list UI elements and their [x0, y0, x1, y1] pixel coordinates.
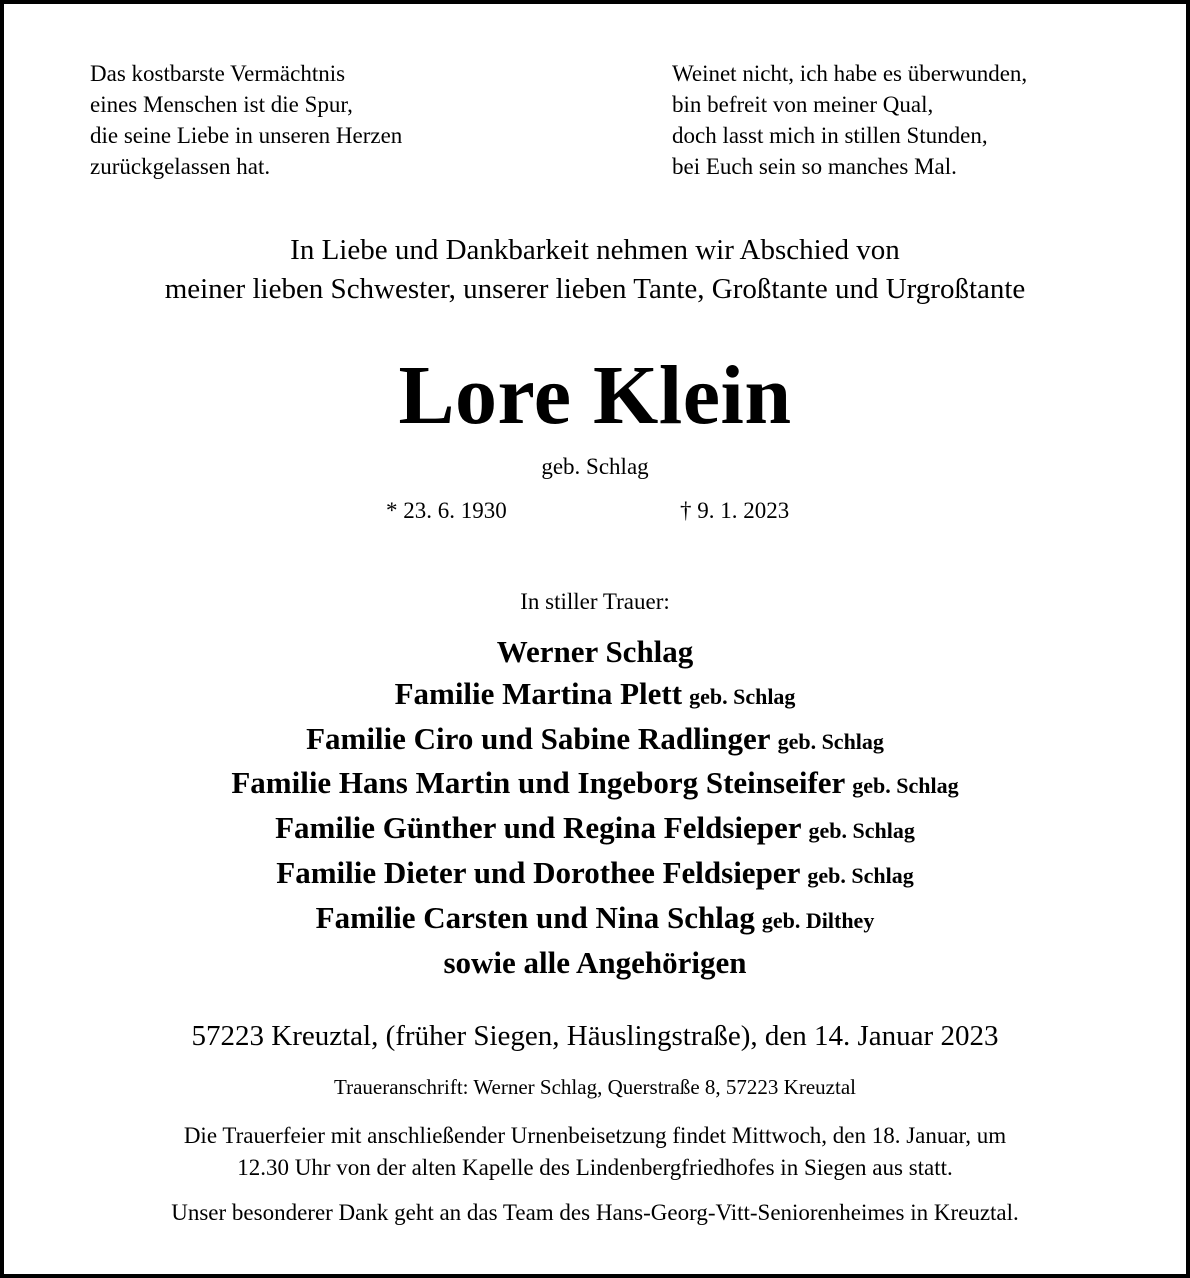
ceremony-line: 12.30 Uhr von der alten Kapelle des Lindenbergfriedhofes in Siegen aus statt.	[237, 1155, 953, 1180]
mourner-note: geb. Schlag	[807, 862, 914, 888]
mourner-note: geb. Schlag	[852, 773, 959, 799]
mourners-list	[4, 631, 1186, 983]
mourner-row	[4, 762, 1186, 807]
poem-line: zurückgelassen hat.	[90, 154, 271, 179]
death-date: † 9. 1. 2023	[680, 498, 790, 523]
ceremony-info	[4, 1120, 1186, 1184]
mourner-row	[4, 807, 1186, 852]
mourners-label: In stiller Trauer:	[520, 589, 670, 614]
poem-line: doch lasst mich in stillen Stunden,	[672, 123, 988, 148]
mourner-name: Familie Günther und Regina Feldsieper	[275, 810, 802, 846]
mourner-row	[4, 852, 1186, 897]
mourning-address: Traueranschrift: Werner Schlag, Querstraße 8, 57223 Kreuztal	[334, 1075, 856, 1099]
ceremony-line: Die Trauerfeier mit anschließender Urnenbeisetzung findet Mittwoch, den 18. Januar, um	[183, 1123, 1007, 1148]
mourner-name: Familie Dieter und Dorothee Feldsieper	[276, 854, 801, 890]
mourner-row	[4, 942, 1186, 984]
thanks-note: Unser besonderer Dank geht an das Team des Hans-Georg-Vitt-Seniorenheimes in Kreuztal.	[171, 1200, 1019, 1225]
mourner-name: sowie alle Angehörigen	[443, 944, 747, 980]
mourner-row	[4, 718, 1186, 763]
mourner-name: Werner Schlag	[496, 634, 694, 669]
intro-text	[4, 231, 1186, 309]
deceased-name: Lore Klein	[398, 349, 792, 442]
mourner-name: Familie Ciro und Sabine Radlinger	[306, 720, 771, 756]
mourner-note: geb. Schlag	[777, 728, 884, 754]
poem-line: Weinet nicht, ich habe es überwunden,	[672, 61, 1028, 86]
poem-left	[90, 58, 402, 182]
mourner-row	[4, 631, 1186, 673]
mourner-note: geb. Schlag	[808, 818, 915, 844]
place-date: 57223 Kreuztal, (früher Siegen, Häuslingstraße), den 14. Januar 2023	[191, 1020, 999, 1052]
poem-line: bei Euch sein so manches Mal.	[672, 154, 957, 179]
mourner-name: Familie Carsten und Nina Schlag	[315, 899, 755, 935]
poem-line: bin befreit von meiner Qual,	[672, 92, 934, 117]
intro-line: meiner lieben Schwester, unserer lieben Tante, Großtante und Urgroßtante	[164, 273, 1026, 305]
mourner-row	[4, 897, 1186, 942]
mourner-name: Familie Martina Plett	[394, 675, 683, 711]
poem-right	[672, 58, 1027, 182]
mourner-note: geb. Schlag	[689, 683, 796, 709]
birth-date: * 23. 6. 1930	[386, 498, 507, 523]
poem-line: Das kostbarste Vermächtnis	[90, 61, 346, 86]
intro-line: In Liebe und Dankbarkeit nehmen wir Abschied von	[290, 234, 900, 266]
poem-line: eines Menschen ist die Spur,	[90, 92, 353, 117]
mourner-note: geb. Dilthey	[761, 907, 875, 933]
poem-line: die seine Liebe in unseren Herzen	[90, 123, 403, 148]
maiden-name: geb. Schlag	[541, 454, 649, 479]
mourner-row	[4, 673, 1186, 718]
mourner-name: Familie Hans Martin und Ingeborg Steinseifer	[231, 765, 846, 801]
